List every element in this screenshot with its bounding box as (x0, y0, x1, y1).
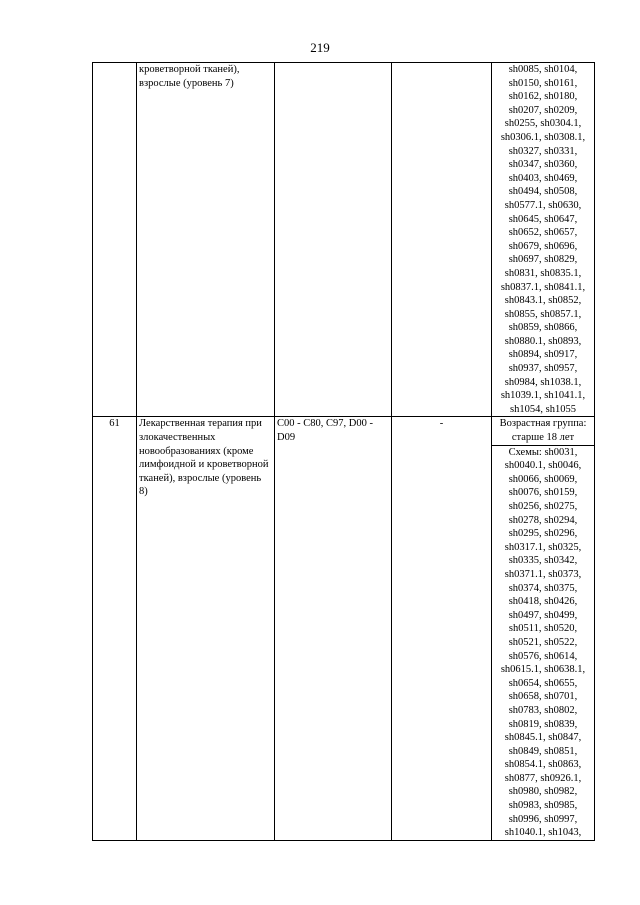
extra-criteria: - (392, 417, 492, 840)
table-row (93, 63, 595, 417)
criteria-cell (492, 417, 595, 840)
group-name: Лекарственная терапия при злокачественных новообразованиях (кроме лимфоидной и кроветворной тканей), взрослые (уровень 8) (137, 417, 275, 840)
page-number: 219 (310, 40, 330, 55)
group-name: кроветворной тканей), взрослые (уровень 7) (137, 63, 275, 417)
age-group: Возрастная группа: старше 18 лет (492, 417, 594, 445)
row-number: 61 (93, 417, 137, 840)
tariff-table (92, 62, 595, 841)
icd-codes (275, 63, 392, 417)
icd-codes: C00 - C80, C97, D00 - D09 (275, 417, 392, 840)
row-number (93, 63, 137, 417)
extra-criteria (392, 63, 492, 417)
scheme-codes: Схемы: sh0031, sh0040.1, sh0046, sh0066, sh0069, sh0076, sh0159, sh0256, sh0275, sh0278, sh0294, sh0295, sh0296, sh0317.1, sh0325, sh0335, sh0342, sh0371.1, sh0373, sh0374, sh0375, sh0418, sh0426, sh0497, sh0499, sh0511, sh0520, sh0521, sh0522, sh0576, sh0614, sh0615.1, sh0638.1, sh0654, sh0655, sh0658, sh0701, sh0783, sh0802, sh0819, sh0839, sh0845.1, sh0847, sh0849, sh0851, sh0854.1, sh0863, sh0877, sh0926.1, sh0980, sh0982, sh0983, sh0985, sh0996, sh0997, sh1040.1, sh1043, (500, 446, 586, 839)
scheme-codes: sh0085, sh0104, sh0150, sh0161, sh0162, sh0180, sh0207, sh0209, sh0255, sh0304.1, sh0306.1, sh0308.1, sh0327, sh0331, sh0347, sh0360, sh0403, sh0469, sh0494, sh0508, sh0577.1, sh0630, sh0645, sh0647, sh0652, sh0657, sh0679, sh0696, sh0697, sh0829, sh0831, sh0835.1, sh0837.1, sh0841.1, sh0843.1, sh0852, sh0855, sh0857.1, sh0859, sh0866, sh0880.1, sh0893, sh0894, sh0917, sh0937, sh0957, sh0984, sh1038.1, sh1039.1, sh1041.1, sh1054, sh1055 (492, 63, 595, 417)
table-row (93, 417, 595, 840)
